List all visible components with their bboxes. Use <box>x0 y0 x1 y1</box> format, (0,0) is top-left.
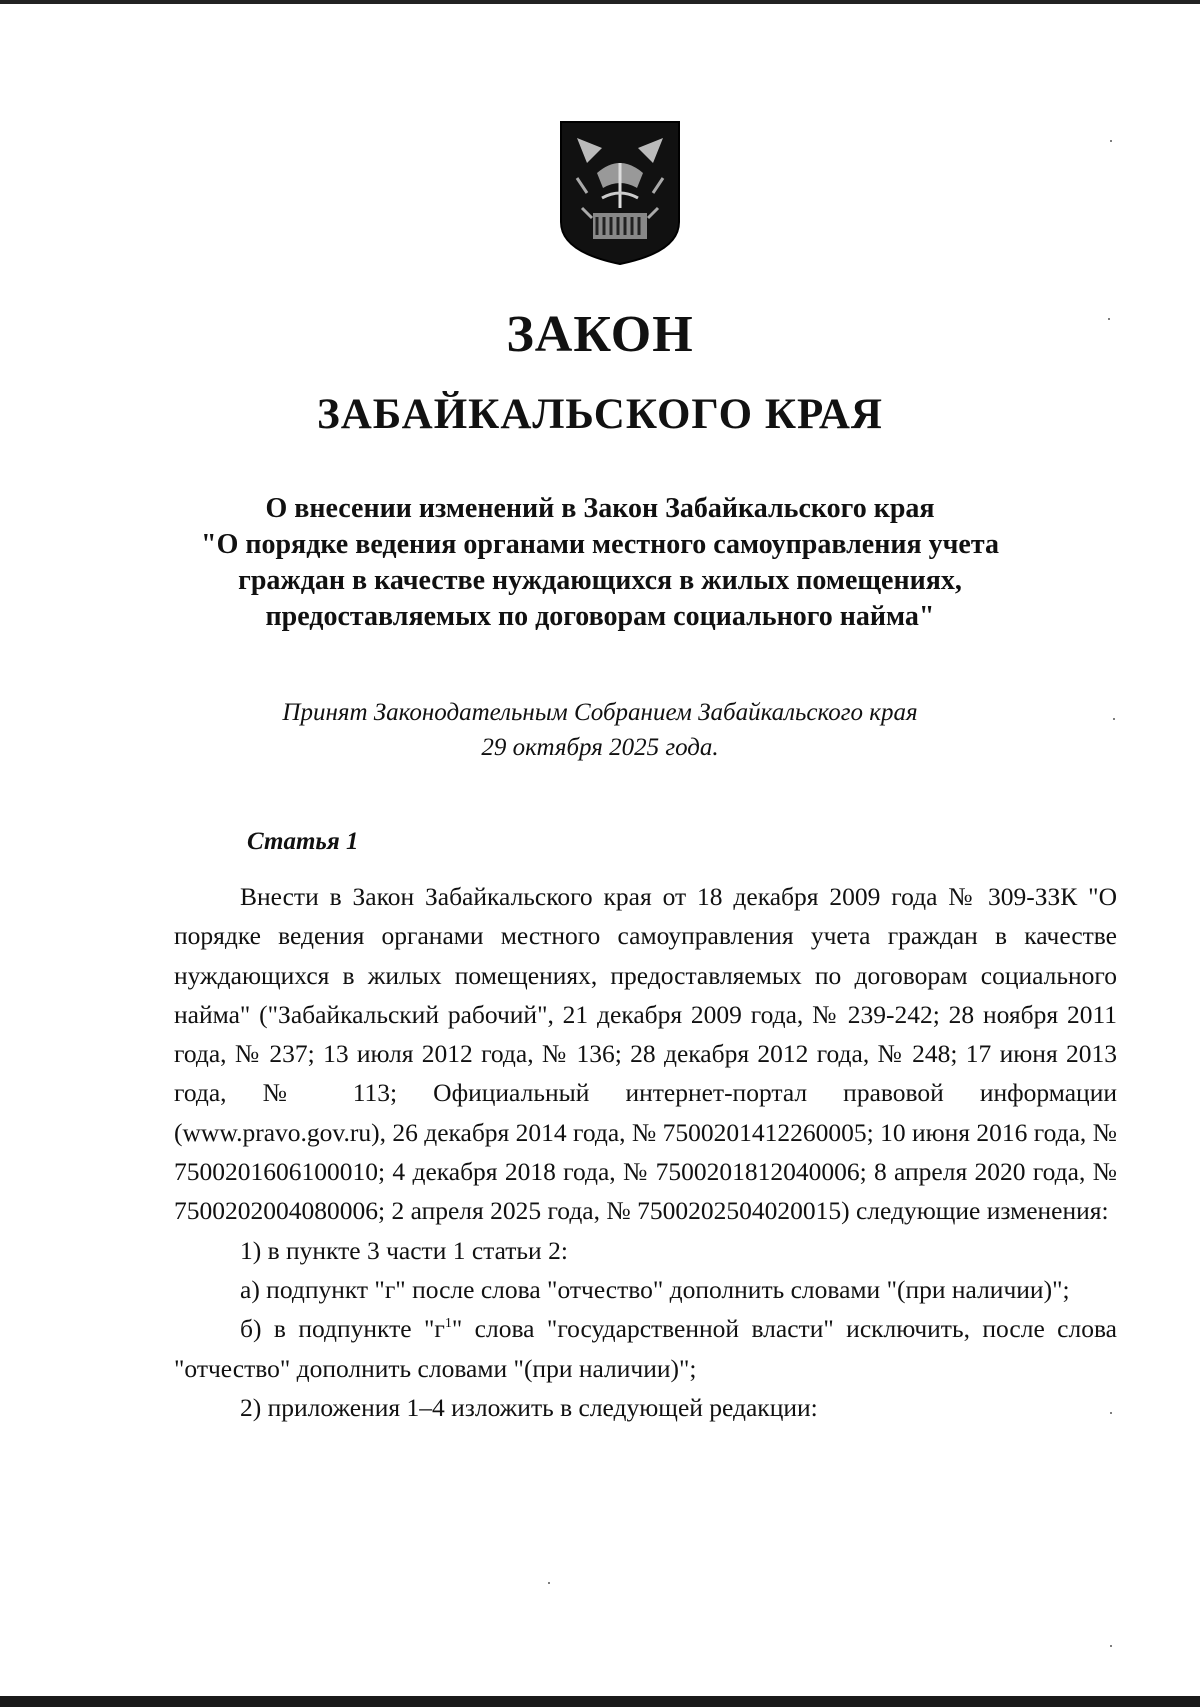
list-item: 1) в пункте 3 части 1 статьи 2: <box>240 1235 568 1265</box>
law-name-line: граждан в качестве нуждающихся в жилых помещениях, <box>238 565 962 596</box>
adoption-line: Принят Законодательным Собранием Забайкальского края <box>282 699 918 726</box>
article-title: Статья 1 <box>247 828 359 855</box>
scan-edge-top <box>0 0 1200 4</box>
scan-speck <box>1113 718 1115 720</box>
list-item-text: б) в подпункте "г <box>240 1314 445 1344</box>
scan-speck <box>548 1582 550 1584</box>
scan-speck <box>1108 318 1110 320</box>
law-name-line: О внесении изменений в Закон Забайкальского края <box>265 493 935 524</box>
list-item-text: " слова "государственной власти" исключить, после слова "отчество" дополнить словами "(при наличии)"; <box>174 1314 1117 1383</box>
list-item <box>174 1309 1117 1388</box>
adoption-date: 29 октября 2025 года. <box>481 734 719 761</box>
law-name-line: предоставляемых по договорам социального найма" <box>265 601 935 632</box>
article-body <box>174 877 1117 1427</box>
document-title: ЗАКОН <box>506 306 694 363</box>
scan-speck <box>1110 140 1112 142</box>
adoption-note <box>150 695 1050 765</box>
scan-speck <box>1110 1645 1112 1647</box>
superscript: 1 <box>444 1316 452 1332</box>
scan-speck <box>1110 1412 1112 1414</box>
document-subtitle: ЗАБАЙКАЛЬСКОГО КРАЯ <box>317 391 883 438</box>
law-name <box>150 491 1050 635</box>
list-item: 2) приложения 1–4 изложить в следующей редакции: <box>240 1392 818 1422</box>
scan-edge-bottom <box>0 1696 1200 1707</box>
zabaykalsky-krai-coat-of-arms-icon <box>557 118 683 266</box>
law-name-line: "О порядке ведения органами местного самоуправления учета <box>201 529 999 560</box>
list-item: а) подпункт "г" после слова "отчество" дополнить словами "(при наличии)"; <box>240 1274 1070 1304</box>
article-intro-paragraph: Внести в Закон Забайкальского края от 18 декабря 2009 года № 309-ЗЗК "О порядке ведения органами местного самоуправления учета граждан в качестве нуждающихся в жилых помещениях, предоставляемых по договорам социального найма" ("Забайкальский рабочий", 21 декабря 2009 года, № 239-242; 28 ноября 2011 года, № 237; 13 июля 2012 года, № 136; 28 декабря 2012 года, № 248; 17 июня 2013 года, № 113; Официальный интернет-портал правовой информации (www.pravo.gov.ru), 26 декабря 2014 года, № 7500201412260005; 10 июня 2016 года, № 7500201606100010; 4 декабря 2018 года, № 7500201812040006; 8 апреля 2020 года, № 7500202004080006; 2 апреля 2025 года, № 7500202504020015) следующие изменения: <box>174 882 1117 1226</box>
